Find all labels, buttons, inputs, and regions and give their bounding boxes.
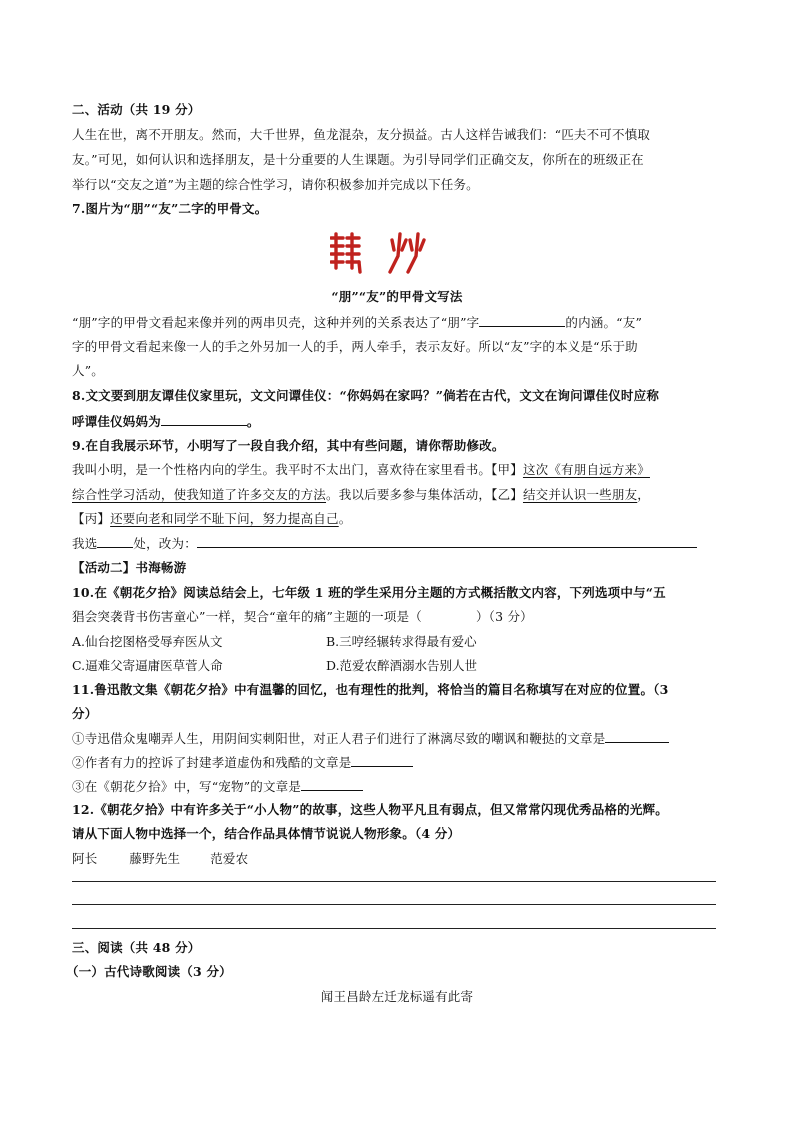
question-10-line-2 bbox=[72, 608, 722, 626]
question-11-line-1: 11.鲁迅散文集《朝花夕拾》中有温馨的回忆，也有理性的批判，将恰当的篇目名称填写在对应的位置。（3 bbox=[72, 682, 669, 697]
oracle-bone-characters-image bbox=[330, 228, 440, 276]
section-3-heading: 三、阅读（共 48 分） bbox=[72, 940, 201, 955]
answer-blank[interactable] bbox=[351, 753, 413, 767]
option-c[interactable]: C.逼难父寄逼庸医草菅人命 bbox=[72, 658, 223, 673]
answer-blank[interactable] bbox=[161, 412, 247, 426]
character-option[interactable]: 阿长 bbox=[72, 851, 98, 866]
item-text: ②作者有力的控诉了封建孝道虚伪和残酷的文章是 bbox=[72, 755, 352, 770]
subsection-heading: （一）古代诗歌阅读（3 分） bbox=[66, 964, 232, 979]
question-12-line-2: 请从下面人物中选择一个，结合作品具体情节说说人物形象。（4 分） bbox=[72, 826, 461, 841]
option-a[interactable]: A.仙台挖图格受辱弃医从文 bbox=[72, 634, 223, 649]
answer-label: 我选 bbox=[72, 536, 98, 551]
question-7-line-2: 字的甲骨文看起来像一人的手之外另加一人的手，两人牵手，表示友好。所以“友”字的本义是“乐于助 bbox=[72, 339, 638, 354]
sentence-jia-cont: 综合性学习活动，使我知道了许多交友的方法 bbox=[72, 487, 327, 502]
answer-label: 处，改为： bbox=[133, 536, 197, 551]
answer-line[interactable] bbox=[72, 928, 716, 929]
intro-line-1: 人生在世，离不开朋友。然而，大千世界，鱼龙混杂，友分损益。古人这样告诫我们：“匹夫不可不慎取 bbox=[72, 127, 651, 142]
answer-blank[interactable] bbox=[479, 313, 565, 327]
question-8-line-2 bbox=[72, 412, 722, 431]
question-7-text-a: “朋”字的甲骨文看起来像并列的两串贝壳，这种并列的关系表达了“朋”字 bbox=[72, 315, 480, 330]
question-10-score: ）（3 分） bbox=[475, 609, 533, 624]
question-11-item-2 bbox=[72, 753, 722, 772]
question-11-item-3 bbox=[72, 777, 722, 796]
sentence-yi: 结交并认识一些朋友 bbox=[522, 487, 638, 502]
section-heading: 二、活动（共 19 分） bbox=[72, 102, 201, 117]
question-9-line-1 bbox=[72, 461, 722, 479]
question-7-line-3: 人”。 bbox=[72, 363, 104, 378]
option-d[interactable]: D.范爱农醉酒溺水告别人世 bbox=[326, 658, 478, 673]
answer-line[interactable] bbox=[72, 881, 716, 882]
answer-blank[interactable] bbox=[301, 777, 363, 791]
answer-blank[interactable] bbox=[605, 729, 669, 743]
question-11-line-2: 分） bbox=[72, 706, 98, 721]
sentence-jia: 这次《有朋自远方来》 bbox=[522, 462, 650, 477]
answer-blank[interactable] bbox=[97, 534, 133, 548]
poem-title: 闻王昌龄左迁龙标遥有此寄 bbox=[320, 989, 474, 1004]
question-9-text: 我叫小明，是一个性格内向的学生。我平时不太出门，喜欢待在家里看书。【甲】 bbox=[72, 462, 523, 477]
question-9-text: 【丙】 bbox=[72, 511, 111, 526]
question-9-answer-line bbox=[72, 534, 722, 553]
character-option[interactable]: 范爱农 bbox=[210, 851, 249, 866]
item-text: ③在《朝花夕拾》中，写“宠物”的文章是 bbox=[72, 779, 302, 794]
question-9-line-2 bbox=[72, 486, 722, 504]
question-12-line-1: 12.《朝花夕拾》中有许多关于“小人物”的故事，这些人物平凡且有弱点，但又常常闪现优秀品格的光辉。 bbox=[72, 802, 668, 817]
question-8-end: 。 bbox=[246, 414, 260, 429]
option-b[interactable]: B.三哼经辗转求得最有爱心 bbox=[326, 634, 477, 649]
answer-line[interactable] bbox=[72, 904, 716, 905]
question-7-line-1 bbox=[72, 313, 722, 332]
intro-line-3: 举行以“交友之道”为主题的综合性学习，请你积极参加并完成以下任务。 bbox=[72, 177, 479, 192]
question-9-title: 9.在自我展示环节，小明写了一段自我介绍，其中有些问题，请你帮助修改。 bbox=[72, 438, 505, 453]
question-11-item-1 bbox=[72, 729, 722, 748]
character-option[interactable]: 藤野先生 bbox=[129, 851, 181, 866]
question-7-text-b: 的内涵。“友” bbox=[565, 315, 643, 330]
question-8-text: 呼谭佳仪妈妈为 bbox=[72, 414, 161, 429]
question-9-text: 。我以后要多参与集体活动，【乙】 bbox=[326, 487, 523, 502]
question-9-line-3 bbox=[72, 510, 722, 528]
sentence-bing: 还要向老和同学不耻下问，努力提高自己 bbox=[110, 511, 339, 526]
figure-caption: “朋”“友”的甲骨文写法 bbox=[331, 289, 463, 304]
question-10-line-1: 10.在《朝花夕拾》阅读总结会上，七年级 1 班的学生采用分主题的方式概括散文内容，下列选项中与“五 bbox=[72, 585, 666, 600]
answer-blank[interactable] bbox=[197, 534, 697, 548]
activity-2-heading: 【活动二】书海畅游 bbox=[72, 560, 187, 575]
question-9-text: ， bbox=[637, 487, 650, 502]
intro-line-2: 友。”可见，如何认识和选择朋友，是十分重要的人生课题。为引导同学们正确交友，你所在的班级正在 bbox=[72, 152, 644, 167]
character-options bbox=[72, 850, 722, 868]
item-text: ①寺迅借众鬼嘲弄人生，用阴间实刺阳世，对正人君子们进行了淋漓尽致的嘲讽和鞭挞的文章是 bbox=[72, 731, 606, 746]
question-10-text: 猖会突袭背书伤害童心”一样，契合“童年的痛”主题的一项是（ bbox=[72, 609, 422, 624]
question-8-line-1: 8.文文要到朋友谭佳仪家里玩，文文问谭佳仪：“你妈妈在家吗？”倘若在古代，文文在询问谭佳仪时应称 bbox=[72, 388, 660, 403]
question-7-title: 7.图片为“朋”“友”二字的甲骨文。 bbox=[72, 201, 268, 216]
question-9-text: 。 bbox=[338, 511, 352, 526]
